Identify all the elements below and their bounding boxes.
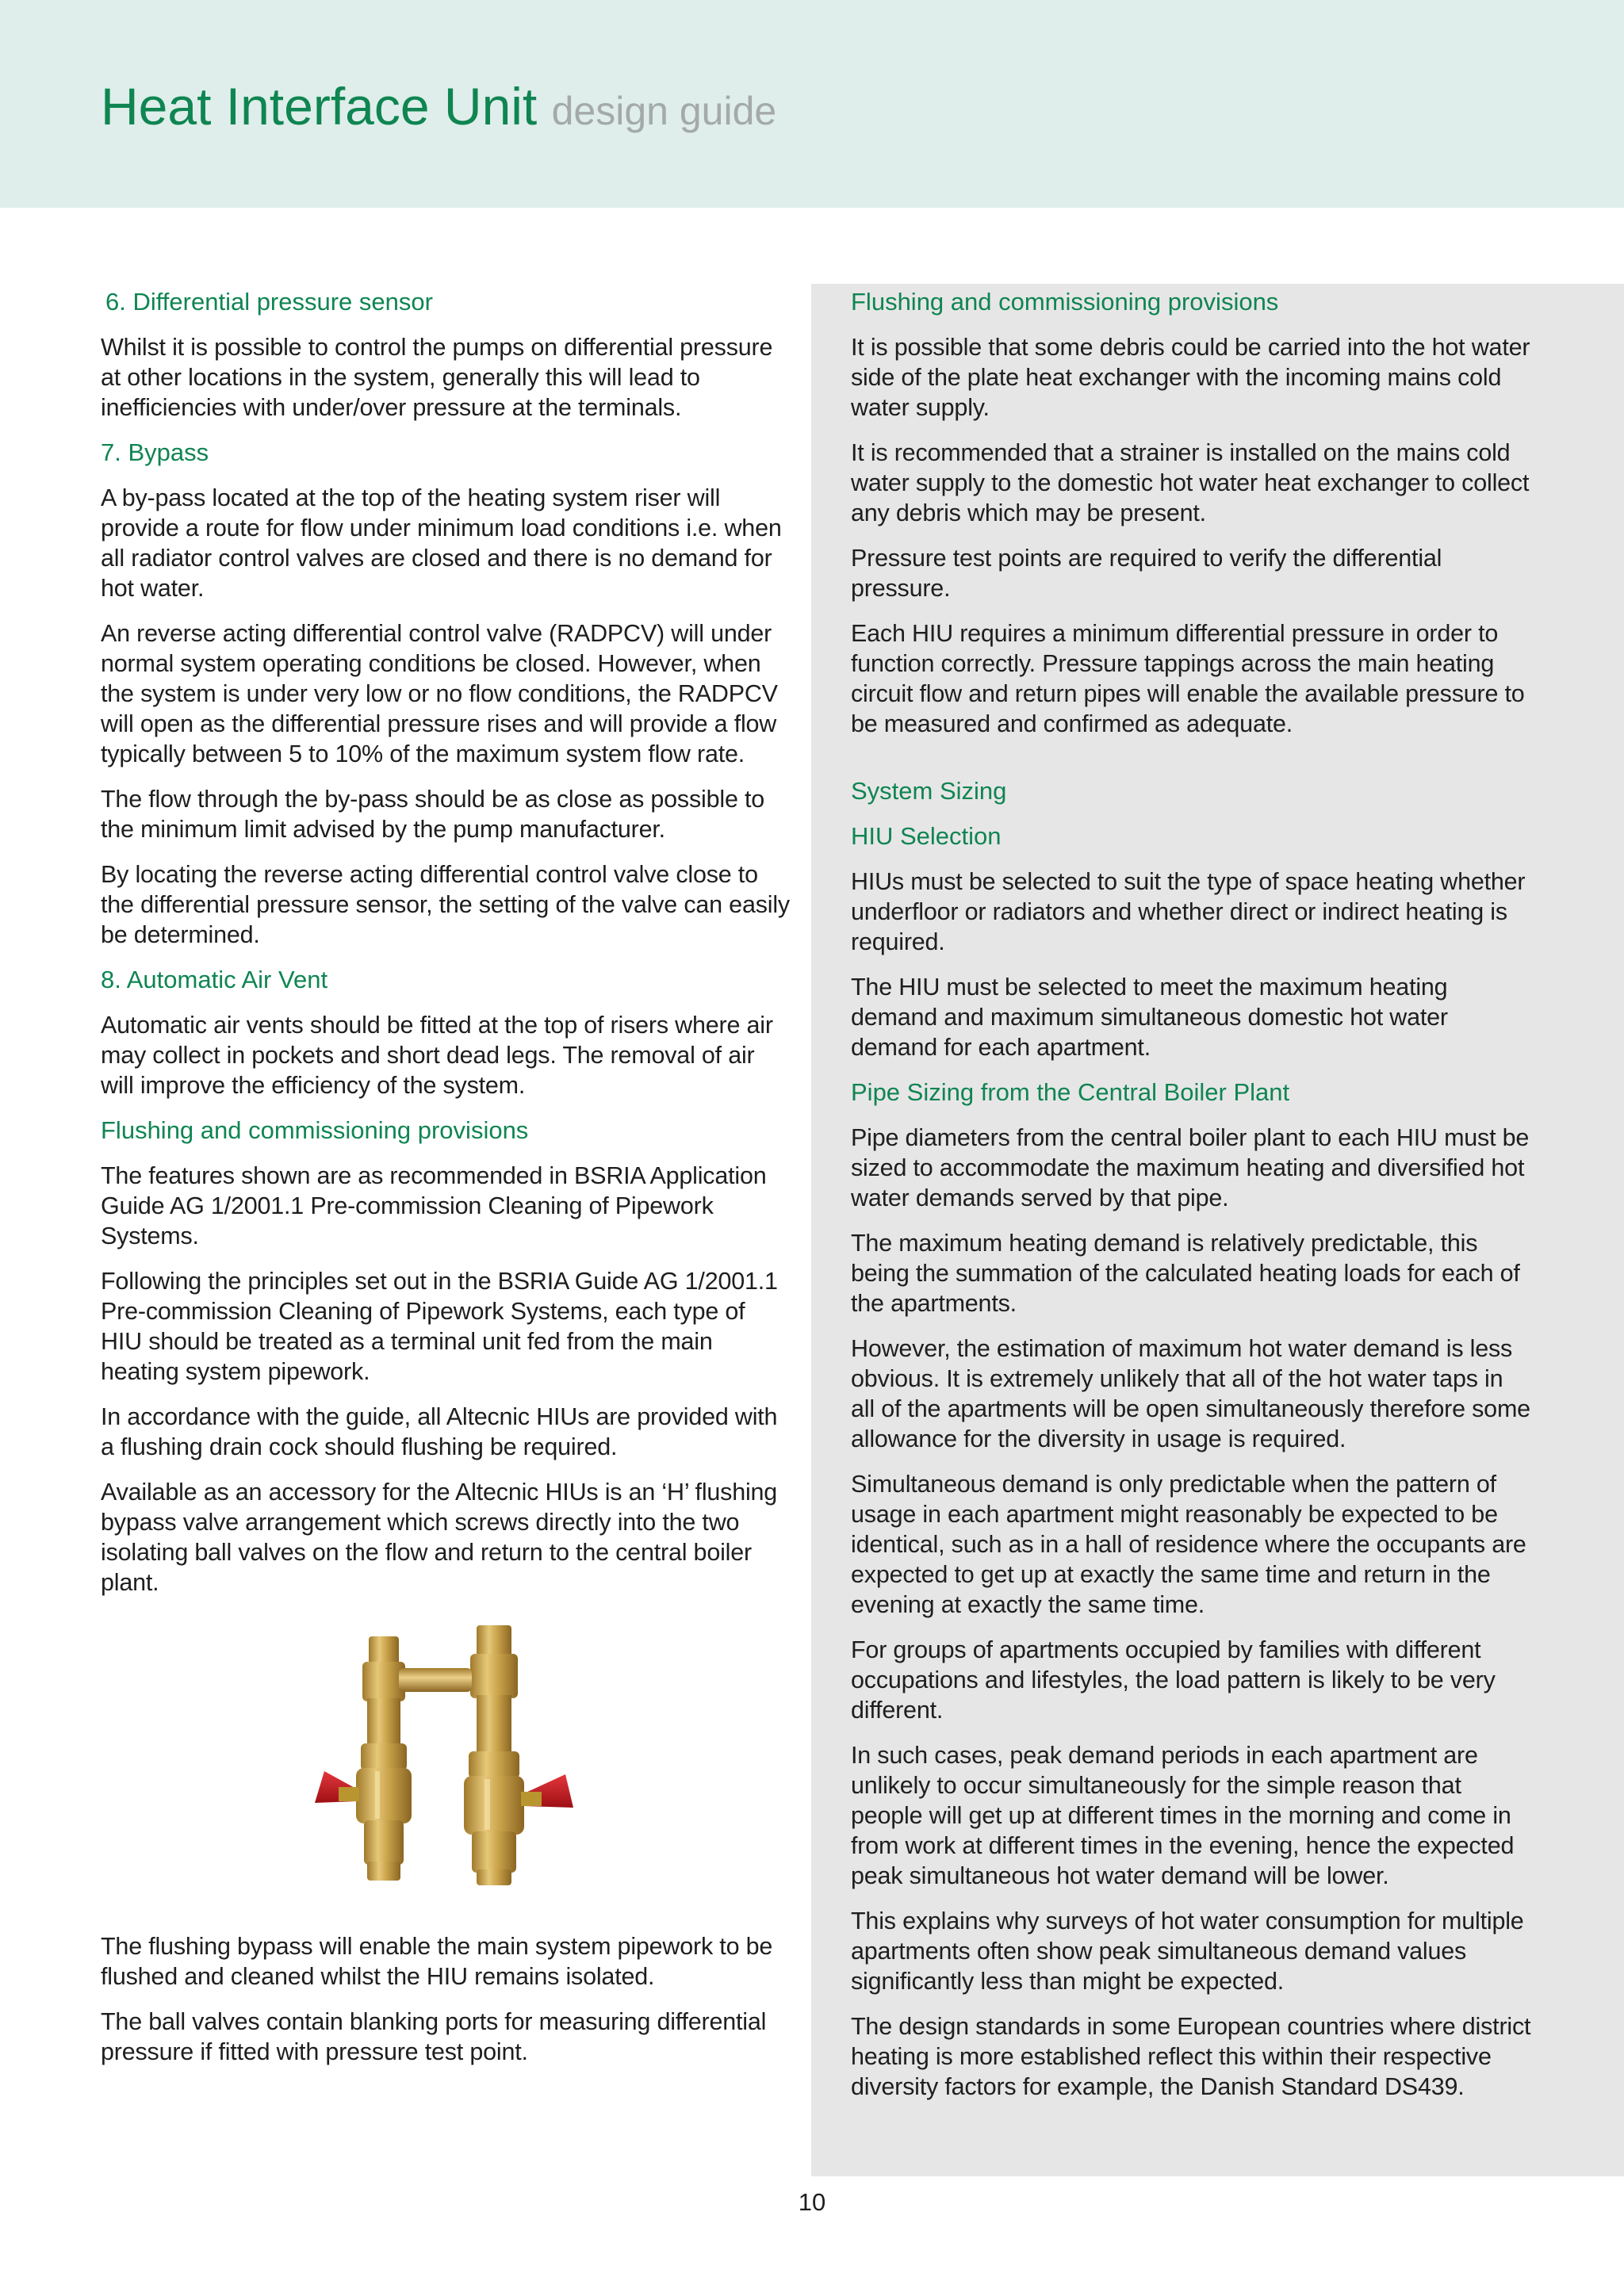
paragraph: The ball valves contain blanking ports for measuring differential pressure if fitted with pressure test point. xyxy=(101,2008,767,2065)
section-heading-hiu-selection: HIU Selection xyxy=(851,822,1002,850)
paragraph: Automatic air vents should be fitted at the top of risers where air may collect in pockets and short dead legs. The removal of air will improve the efficiency of the system. xyxy=(101,1012,773,1099)
section-heading-system-sizing: System Sizing xyxy=(851,777,1007,805)
paragraph: In such cases, peak demand periods in each apartment are unlikely to occur simultaneously for the simple reason that people will get up at different times in the morning and come in from work at different times in the evening, hence the expected peak simultaneous hot water demand will be lower. xyxy=(851,1742,1515,1889)
document-title-sub: design guide xyxy=(551,89,777,133)
paragraph: It is possible that some debris could be carried into the hot water side of the plate heat exchanger with the incoming mains cold water supply. xyxy=(851,334,1530,421)
document-title xyxy=(101,73,776,144)
section-heading-automatic-air-vent: 8. Automatic Air Vent xyxy=(101,966,328,993)
section-heading-flushing-commissioning: Flushing and commissioning provisions xyxy=(101,1116,529,1144)
right-column xyxy=(851,287,1533,2117)
paragraph: Each HIU requires a minimum differential pressure in order to function correctly. Pressure tappings across the main heating circuit flow and return pipes will enable the available pressure to be measured and confirmed as adequate. xyxy=(851,620,1525,737)
paragraph: The maximum heating demand is relatively predictable, this being the summation of the calculated heating loads for each of the apartments. xyxy=(851,1230,1520,1317)
paragraph: In accordance with the guide, all Altecnic HIUs are provided with a flushing drain cock should flushing be required. xyxy=(101,1403,778,1460)
paragraph: For groups of apartments occupied by families with different occupations and lifestyles, the load pattern is likely to be very different. xyxy=(851,1636,1496,1724)
paragraph: Pressure test points are required to verify the differential pressure. xyxy=(851,545,1442,602)
paragraph: Whilst it is possible to control the pumps on differential pressure at other locations in the system, generally this will lead to inefficiencies with under/over pressure at the terminals. xyxy=(101,334,773,421)
paragraph: However, the estimation of maximum hot water demand is less obvious. It is extremely unlikely that all of the hot water taps in all of the apartments will be open simultaneously therefore some allowance for the diversity in usage is required. xyxy=(851,1335,1530,1452)
paragraph: It is recommended that a strainer is installed on the mains cold water supply to the domestic hot water heat exchanger to collect any debris which may be present. xyxy=(851,439,1530,526)
section-heading-differential-pressure-sensor: 6. Differential pressure sensor xyxy=(105,288,433,316)
paragraph: The flow through the by-pass should be as close as possible to the minimum limit advised by the pump manufacturer. xyxy=(101,786,765,843)
paragraph: HIUs must be selected to suit the type of space heating whether underfloor or radiators and whether direct or indirect heating is required. xyxy=(851,868,1526,955)
paragraph: A by-pass located at the top of the heating system riser will provide a route for flow under minimum load conditions i.e. when all radiator control valves are closed and there is no demand for hot water. xyxy=(101,484,782,602)
paragraph: Following the principles set out in the BSRIA Guide AG 1/2001.1 Pre-commission Cleaning of Pipework Systems, each type of HIU should be treated as a terminal unit fed from the main heating system pipework. xyxy=(101,1268,778,1385)
paragraph: The HIU must be selected to meet the maximum heating demand and maximum simultaneous domestic hot water demand for each apartment. xyxy=(851,974,1448,1061)
paragraph: The design standards in some European countries where district heating is more established reflect this within their respective diversity factors for example, the Danish Standard DS439. xyxy=(851,2013,1531,2100)
page-number: 10 xyxy=(798,2188,826,2216)
paragraph: An reverse acting differential control valve (RADPCV) will under normal system operating conditions be closed. However, when the system is under very low or no flow conditions, the RADPCV will open as the differential pressure rises and will provide a flow typically between 5 to 10% of the maximum system flow rate. xyxy=(101,620,778,767)
paragraph: By locating the reverse acting differential control valve close to the differential pressure sensor, the setting of the valve can easily be determined. xyxy=(101,861,790,948)
page-header xyxy=(0,0,1624,208)
paragraph: Pipe diameters from the central boiler plant to each HIU must be sized to accommodate the maximum heating and diversified hot water demands served by that pipe. xyxy=(851,1124,1530,1211)
left-column xyxy=(101,287,791,2082)
section-heading-bypass: 7. Bypass xyxy=(101,438,209,466)
paragraph: The flushing bypass will enable the main system pipework to be flushed and cleaned whilst the HIU remains isolated. xyxy=(101,1933,773,1990)
paragraph: The features shown are as recommended in BSRIA Application Guide AG 1/2001.1 Pre-commission Cleaning of Pipework Systems. xyxy=(101,1162,767,1249)
paragraph: This explains why surveys of hot water consumption for multiple apartments often show peak simultaneous demand values significantly less than might be expected. xyxy=(851,1908,1524,1995)
section-heading-pipe-sizing: Pipe Sizing from the Central Boiler Plant xyxy=(851,1078,1290,1106)
h-flushing-bypass-valve-photo xyxy=(101,1613,791,1896)
paragraph: Available as an accessory for the Altecnic HIUs is an ‘H’ flushing bypass valve arrangement which screws directly into the two isolating ball valves on the flow and return to the central boiler plant. xyxy=(101,1479,778,1596)
paragraph: Simultaneous demand is only predictable when the pattern of usage in each apartment might reasonably be expected to be identical, such as in a hall of residence where the occupants are expected to get up at exactly the same time and return in the evening at exactly the same time. xyxy=(851,1471,1526,1618)
document-title-main: Heat Interface Unit xyxy=(101,77,538,136)
section-heading-flushing-commissioning: Flushing and commissioning provisions xyxy=(851,288,1279,316)
